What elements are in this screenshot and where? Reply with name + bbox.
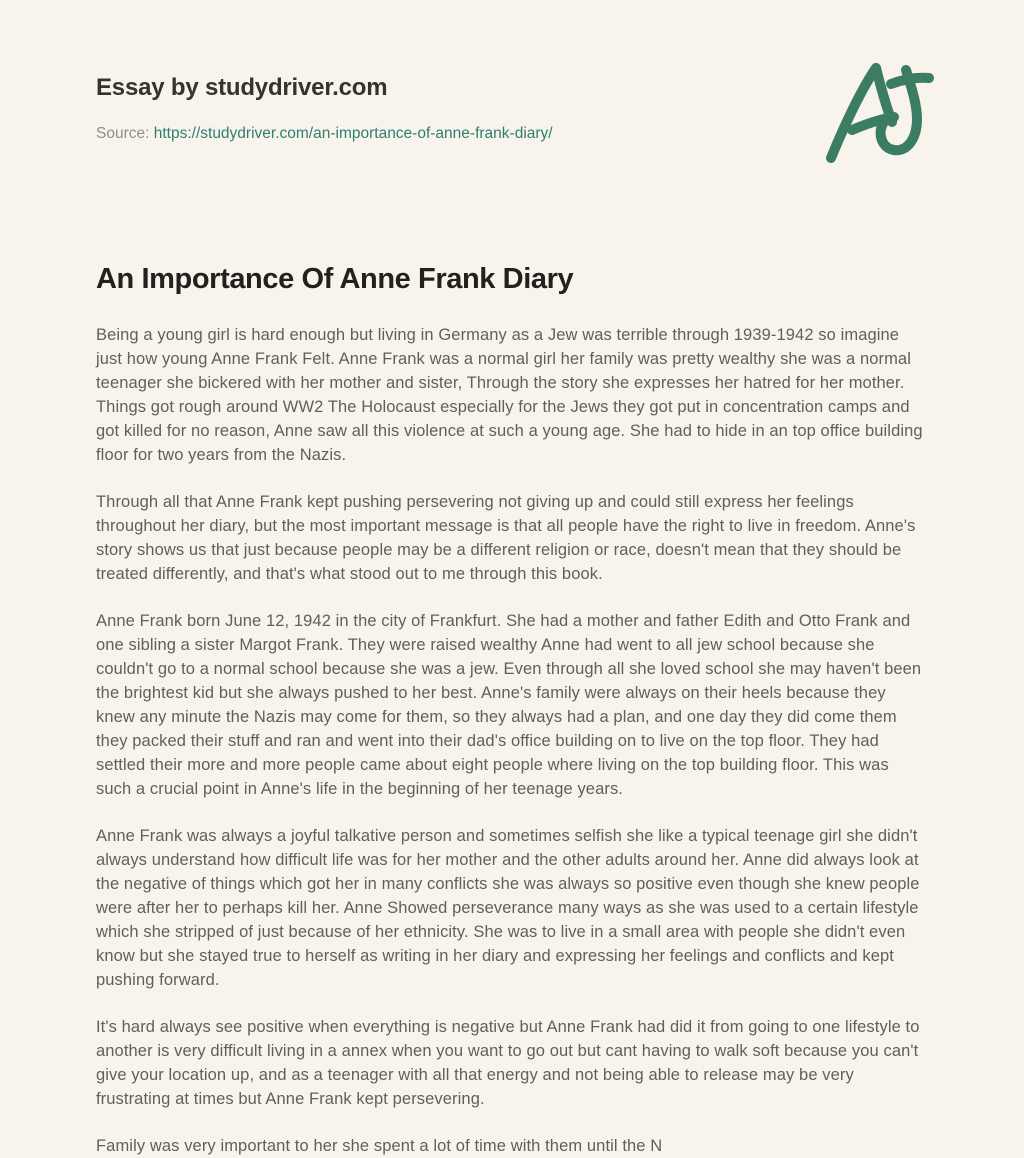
essay-paragraph: Family was very important to her she spent a lot of time with them until the N [96,1137,663,1155]
essay-paragraph: Through all that Anne Frank kept pushing persevering not giving up and could still express her feelings throughout her diary, but the most important message is that all people have the right to live in freedom. Anne's story shows us that just because people may be a different religion or race, doesn't mean that they should be treated differently, and that's what stood out to me through this book. [96,493,916,583]
essay-paragraph: Anne Frank was always a joyful talkative person and sometimes selfish she like a typical teenage girl she didn't always understand how difficult life was for her mother and the other adults around her. Anne did always look at the negative of things which got her in many conflicts she was always so positive even though she knew people were after her to perhaps kill her. Anne Showed perseverance many ways as she was used to a certain lifestyle which she stripped of just because of her ethnicity. She was to live in a small area with people she didn't even know but she stayed true to herself as writing in her diary and expressing her feelings and conflicts and kept pushing forward. [96,827,920,989]
source-line [96,124,928,144]
essay-paragraph: Anne Frank born June 12, 1942 in the city of Frankfurt. She had a mother and father Edith and Otto Frank and one sibling a sister Margot Frank. They were raised wealthy Anne had went to all jew school because she couldn't go to a normal school because she was a jew. Even through all she loved school she may haven't been the brightest kid but she always pushed to her best. Anne's family were always on their heels because they knew any minute the Nazis may come for them, so they always had a plan, and one day they did come them they packed their stuff and ran and went into their dad's office building on to live on the top floor. They had settled their more and more people came about eight people where living on the top building floor. This was such a crucial point in Anne's life in the beginning of her teenage years. [96,612,922,798]
essay-title: An Importance Of Anne Frank Diary [96,263,574,295]
essay-paragraph: Being a young girl is hard enough but living in Germany as a Jew was terrible through 1939-1942 so imagine just how young Anne Frank Felt. Anne Frank was a normal girl her family was pretty wealthy she was a normal teenager she bickered with her mother and sister, Through the story she expresses her hatred for her mother. Things got rough around WW2 The Holocaust especially for the Jews they got put in concentration camps and got killed for no reason, Anne saw all this violence at such a young age. She had to hide in an top office building floor for two years from the Nazis. [96,326,923,464]
page-header [96,74,928,144]
source-label: Source: [96,125,150,142]
essay-content [96,262,928,1158]
essay-paragraph: It's hard always see positive when everything is negative but Anne Frank had did it from going to one lifestyle to another is very difficult living in a annex when you want to go out but cant having to walk soft because you can't give your location up, and as a teenager with all that energy and not being able to release may be very frustrating at times but Anne Frank kept persevering. [96,1018,920,1108]
studydriver-a-plus-logo-icon [826,62,938,166]
page-title: Essay by studydriver.com [96,74,388,101]
source-url-link[interactable]: https://studydriver.com/an-importance-of-anne-frank-diary/ [153,125,553,142]
